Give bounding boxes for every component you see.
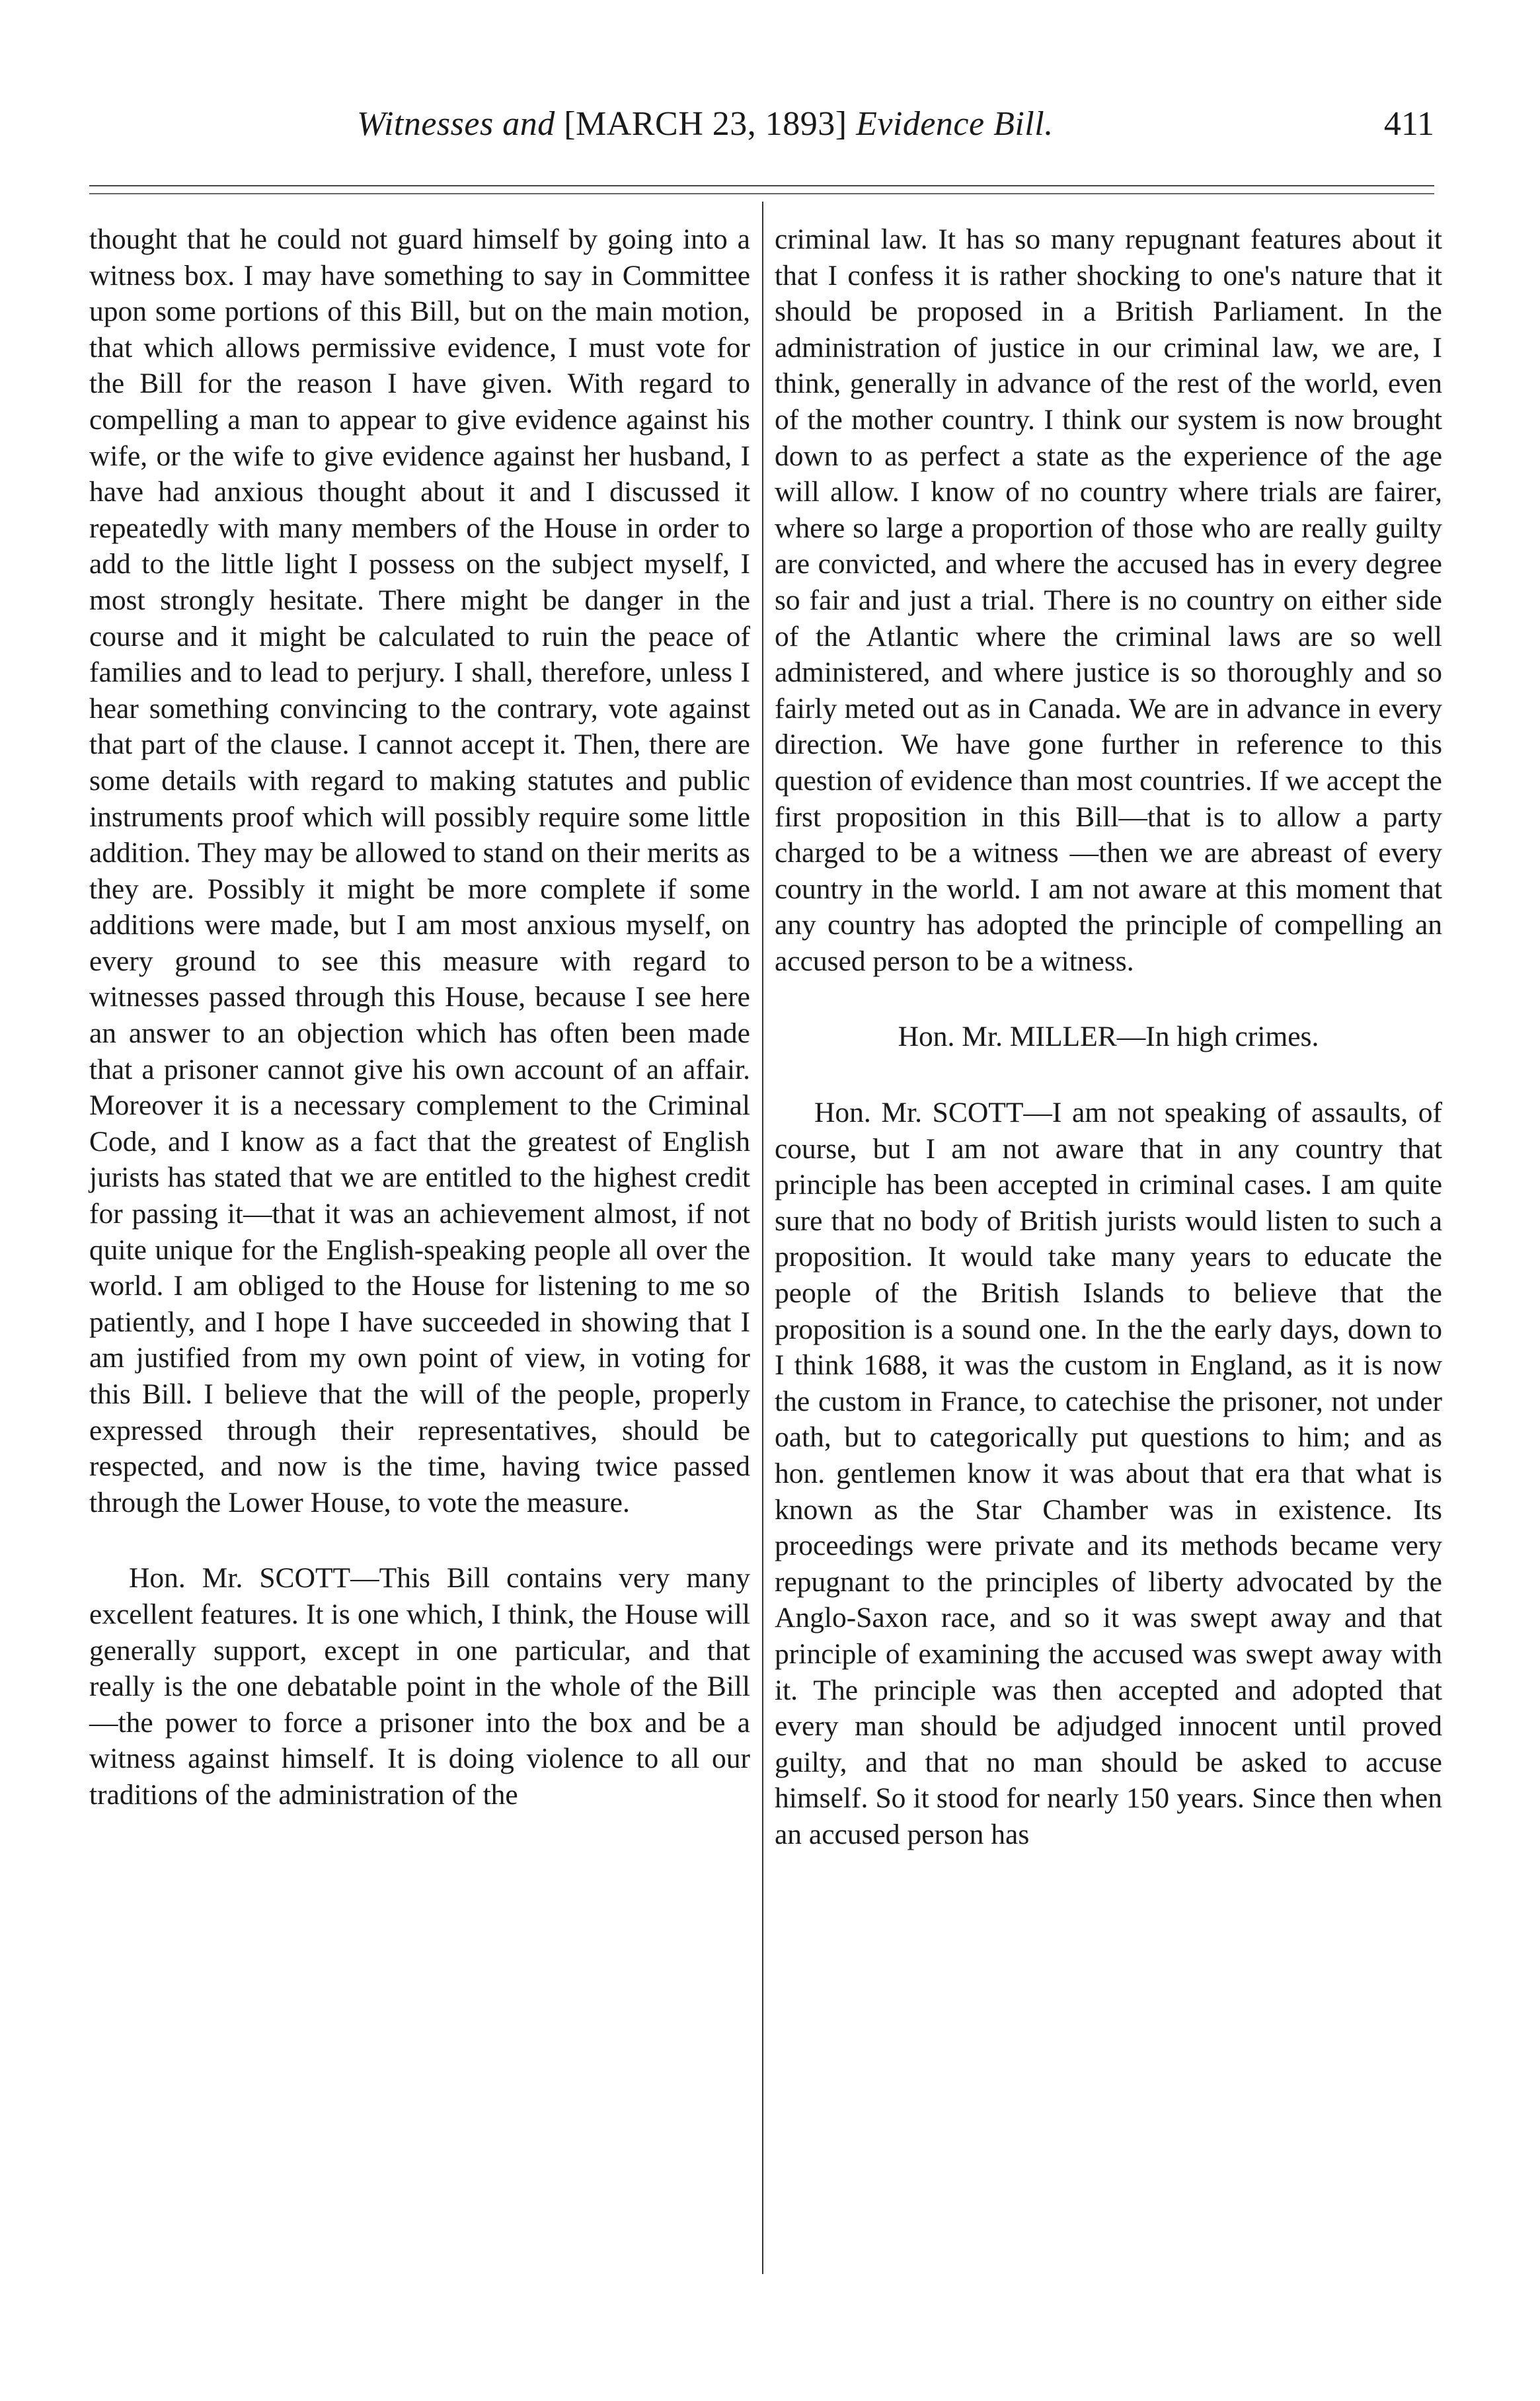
title-date: [MARCH 23, 1893] — [564, 105, 847, 143]
running-title — [357, 104, 1054, 143]
page-header — [79, 99, 1434, 159]
right-paragraph-2: Hon. Mr. MILLER—In high crimes. — [898, 1021, 1319, 1053]
title-part-2: Evidence Bill. — [847, 105, 1054, 143]
header-rule — [89, 185, 1434, 186]
left-column — [89, 221, 750, 1813]
left-paragraph-1: thought that he could not guard himself by going into a witness box. I may have something to say in Committee upon some portions of this Bill, but on the main motion, that which allows permissive evidence, I must vote for the Bill for the reason I have given. With regard to compelling a man to appear to give evidence against his wife, or the wife to give evidence against her husband, I have had anxious thought about it and I discussed it repeatedly with many members of the House in order to add to the little light I possess on the subject myself, I most strongly hesitate. There might be danger in the course and it might be calculated to ruin the peace of families and to lead to perjury. I shall, therefore, unless I hear something convincing to the contrary, vote against that part of the clause. I cannot accept it. Then, there are some details with regard to making statutes and public instruments proof which will possibly require some little addition. They may be allowed to stand on their merits as they are. Possibly it might be more complete if some additions were made, but I am most anxious myself, on every ground to see this measure with regard to witnesses passed through this House, because I see here an answer to an objection which has often been made that a prisoner cannot give his own account of an affair. Moreover it is a necessary complement to the Criminal Code, and I know as a fact that the greatest of English jurists has stated that we are entitled to the highest credit for passing it—that it was an achievement almost, if not quite unique for the English-speaking people all over the world. I am obliged to the House for listening to me so patiently, and I hope I have succeeded in showing that I am justified from my own point of view, in voting for this Bill. I believe that the will of the people, properly expressed through their representatives, should be respected, and now is the time, having twice passed through the Lower House, to vote the measure. — [89, 223, 750, 1518]
right-column — [775, 221, 1442, 1853]
title-part-1: Witnesses and — [357, 105, 564, 143]
right-paragraph-3: Hon. Mr. SCOTT—I am not speaking of assaults, of course, but I am not aware that in any country that principle has been accepted in criminal cases. I am quite sure that no body of British jurists would listen to such a proposition. It would take many years to educate the people of the British Islands to believe that the proposition is a sound one. In the the early days, down to I think 1688, it was the custom in England, as it is now the custom in France, to catechise the prisoner, not under oath, but to categorically put questions to him; and as hon. gentlemen know it was about that era that what is known as the Star Chamber was in existence. Its proceedings were private and its methods became very repugnant to the principles of liberty advocated by the Anglo-Saxon race, and so it was swept away and that principle of examining the accused was swept away with it. The principle was then accepted and adopted that every man should be adjudged innocent until proved guilty, and that no man should be asked to accuse himself. So it stood for nearly 150 years. Since then when an accused person has — [775, 1097, 1442, 1850]
page-number: 411 — [1383, 105, 1434, 143]
header-rule-secondary — [89, 193, 1434, 194]
right-paragraph-1: criminal law. It has so many repugnant features about it that I confess it is rather shocking to one's nature that it should be proposed in a British Parliament. In the administration of justice in our criminal law, we are, I think, generally in advance of the rest of the world, even of the mother country. I think our system is now brought down to as perfect a state as the experience of the age will allow. I know of no country where trials are fairer, where so large a proportion of those who are really guilty are convicted, and where the accused has in every degree so fair and just a trial. There is no country on either side of the Atlantic where the criminal laws are so well administered, and where justice is so thoroughly and so fairly meted out as in Canada. We are in advance in every direction. We have gone further in reference to this question of evidence than most countries. If we accept the first proposition in this Bill—that is to allow a party charged to be a witness —then we are abreast of every country in the world. I am not aware at this moment that any country has adopted the principle of compelling an accused person to be a witness. — [775, 223, 1442, 977]
column-divider — [762, 202, 763, 2274]
left-paragraph-2: Hon. Mr. SCOTT—This Bill contains very many excellent features. It is one which, I think, the House will generally support, except in one particular, and that really is the one debatable point in the whole of the Bill—the power to force a prisoner into the box and be a witness against himself. It is doing violence to all our traditions of the administration of the — [89, 1562, 750, 1811]
